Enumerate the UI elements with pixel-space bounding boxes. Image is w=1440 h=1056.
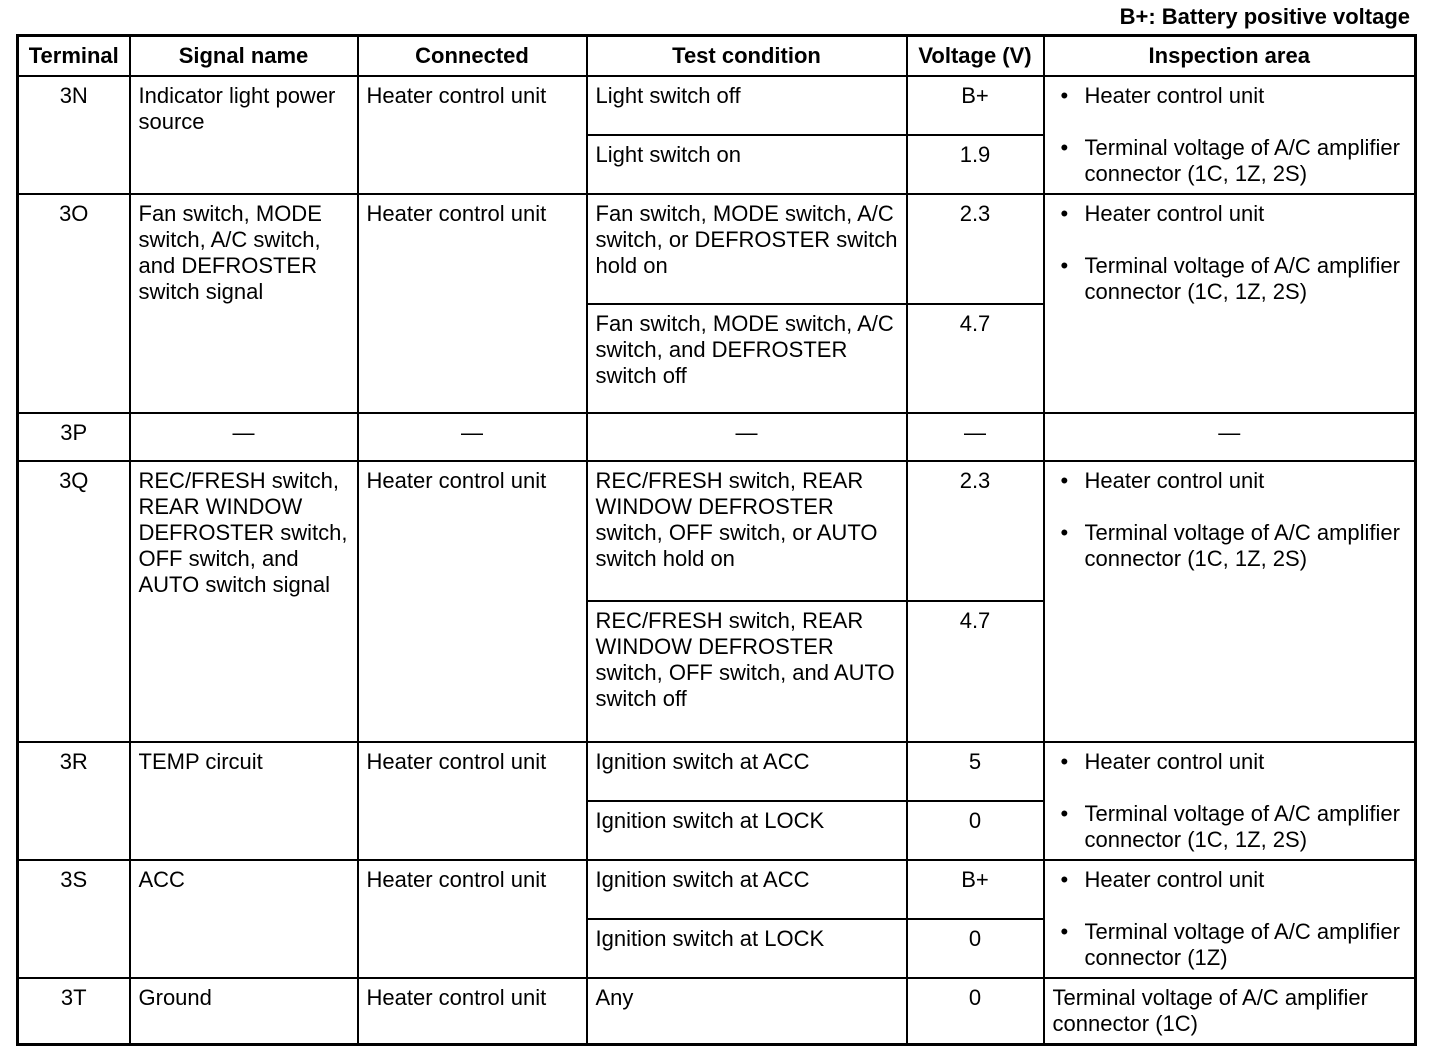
header-signal-name: Signal name bbox=[130, 36, 358, 77]
voltage-cell: B+ bbox=[907, 860, 1044, 919]
voltage-cell: 0 bbox=[907, 801, 1044, 860]
terminal-cell: 3T bbox=[18, 978, 130, 1045]
test-condition-cell: Ignition switch at ACC bbox=[587, 742, 907, 801]
inspection-item: • Terminal voltage of A/C amplifier connector (1C, 1Z, 2S) bbox=[1053, 253, 1407, 305]
table-row-3t bbox=[18, 978, 1416, 1045]
signal-name-cell: Indicator light power source bbox=[130, 76, 358, 194]
table-header-row bbox=[18, 36, 1416, 77]
voltage-cell: 2.3 bbox=[907, 461, 1044, 602]
test-condition-cell: — bbox=[587, 413, 907, 461]
test-condition-cell: Light switch off bbox=[587, 76, 907, 135]
header-terminal: Terminal bbox=[18, 36, 130, 77]
test-condition-cell: REC/FRESH switch, REAR WINDOW DEFROSTER switch, OFF switch, or AUTO switch hold on bbox=[587, 461, 907, 602]
inspection-area-cell bbox=[1044, 76, 1416, 194]
signal-name-cell: — bbox=[130, 413, 358, 461]
terminal-cell: 3S bbox=[18, 860, 130, 978]
test-condition-cell: Fan switch, MODE switch, A/C switch, and DEFROSTER switch off bbox=[587, 304, 907, 414]
test-condition-cell: Fan switch, MODE switch, A/C switch, or DEFROSTER switch hold on bbox=[587, 194, 907, 304]
connected-cell: Heater control unit bbox=[358, 194, 587, 413]
table-row-3q bbox=[18, 461, 1416, 602]
header-inspection-area: Inspection area bbox=[1044, 36, 1416, 77]
test-condition-cell: Any bbox=[587, 978, 907, 1045]
inspection-item: • Terminal voltage of A/C amplifier connector (1C, 1Z, 2S) bbox=[1053, 520, 1407, 572]
signal-name-cell: Fan switch, MODE switch, A/C switch, and DEFROSTER switch signal bbox=[130, 194, 358, 413]
test-condition-cell: Ignition switch at LOCK bbox=[587, 919, 907, 978]
test-condition-cell: Ignition switch at LOCK bbox=[587, 801, 907, 860]
inspection-area-cell bbox=[1044, 742, 1416, 860]
voltage-cell: 4.7 bbox=[907, 601, 1044, 742]
table-row-3n bbox=[18, 76, 1416, 135]
table-row-3r bbox=[18, 742, 1416, 801]
voltage-cell: 5 bbox=[907, 742, 1044, 801]
terminal-cell: 3R bbox=[18, 742, 130, 860]
voltage-cell: 0 bbox=[907, 978, 1044, 1045]
test-condition-cell: REC/FRESH switch, REAR WINDOW DEFROSTER switch, OFF switch, and AUTO switch off bbox=[587, 601, 907, 742]
connected-cell: Heater control unit bbox=[358, 742, 587, 860]
inspection-item: • Heater control unit bbox=[1053, 468, 1407, 494]
voltage-cell: 0 bbox=[907, 919, 1044, 978]
inspection-item: • Heater control unit bbox=[1053, 867, 1407, 893]
header-test-condition: Test condition bbox=[587, 36, 907, 77]
connected-cell: Heater control unit bbox=[358, 461, 587, 742]
signal-name-cell: REC/FRESH switch, REAR WINDOW DEFROSTER switch, OFF switch, and AUTO switch signal bbox=[130, 461, 358, 742]
inspection-area-cell: Terminal voltage of A/C amplifier connector (1C) bbox=[1044, 978, 1416, 1045]
connected-cell: — bbox=[358, 413, 587, 461]
header-voltage: Voltage (V) bbox=[907, 36, 1044, 77]
terminal-cell: 3P bbox=[18, 413, 130, 461]
inspection-area-cell bbox=[1044, 860, 1416, 978]
signal-name-cell: ACC bbox=[130, 860, 358, 978]
terminal-cell: 3Q bbox=[18, 461, 130, 742]
table-row-3p bbox=[18, 413, 1416, 461]
voltage-cell: — bbox=[907, 413, 1044, 461]
inspection-area-cell bbox=[1044, 194, 1416, 413]
signal-name-cell: Ground bbox=[130, 978, 358, 1045]
inspection-area-cell: — bbox=[1044, 413, 1416, 461]
inspection-area-cell bbox=[1044, 461, 1416, 742]
inspection-item: • Heater control unit bbox=[1053, 83, 1407, 109]
test-condition-cell: Ignition switch at ACC bbox=[587, 860, 907, 919]
inspection-item: • Heater control unit bbox=[1053, 201, 1407, 227]
inspection-item: • Terminal voltage of A/C amplifier connector (1C, 1Z, 2S) bbox=[1053, 135, 1407, 187]
signal-name-cell: TEMP circuit bbox=[130, 742, 358, 860]
voltage-cell: 2.3 bbox=[907, 194, 1044, 304]
connected-cell: Heater control unit bbox=[358, 978, 587, 1045]
inspection-item: • Terminal voltage of A/C amplifier connector (1Z) bbox=[1053, 919, 1407, 971]
inspection-item: • Heater control unit bbox=[1053, 749, 1407, 775]
voltage-cell: B+ bbox=[907, 76, 1044, 135]
table-row-3o bbox=[18, 194, 1416, 304]
terminal-cell: 3N bbox=[18, 76, 130, 194]
table-row-3s bbox=[18, 860, 1416, 919]
terminal-inspection-table bbox=[16, 34, 1417, 1046]
terminal-cell: 3O bbox=[18, 194, 130, 413]
inspection-item: • Terminal voltage of A/C amplifier connector (1C, 1Z, 2S) bbox=[1053, 801, 1407, 853]
connected-cell: Heater control unit bbox=[358, 860, 587, 978]
voltage-cell: 4.7 bbox=[907, 304, 1044, 414]
voltage-legend: B+: Battery positive voltage bbox=[1119, 4, 1410, 29]
voltage-cell: 1.9 bbox=[907, 135, 1044, 194]
connected-cell: Heater control unit bbox=[358, 76, 587, 194]
test-condition-cell: Light switch on bbox=[587, 135, 907, 194]
header-connected: Connected bbox=[358, 36, 587, 77]
